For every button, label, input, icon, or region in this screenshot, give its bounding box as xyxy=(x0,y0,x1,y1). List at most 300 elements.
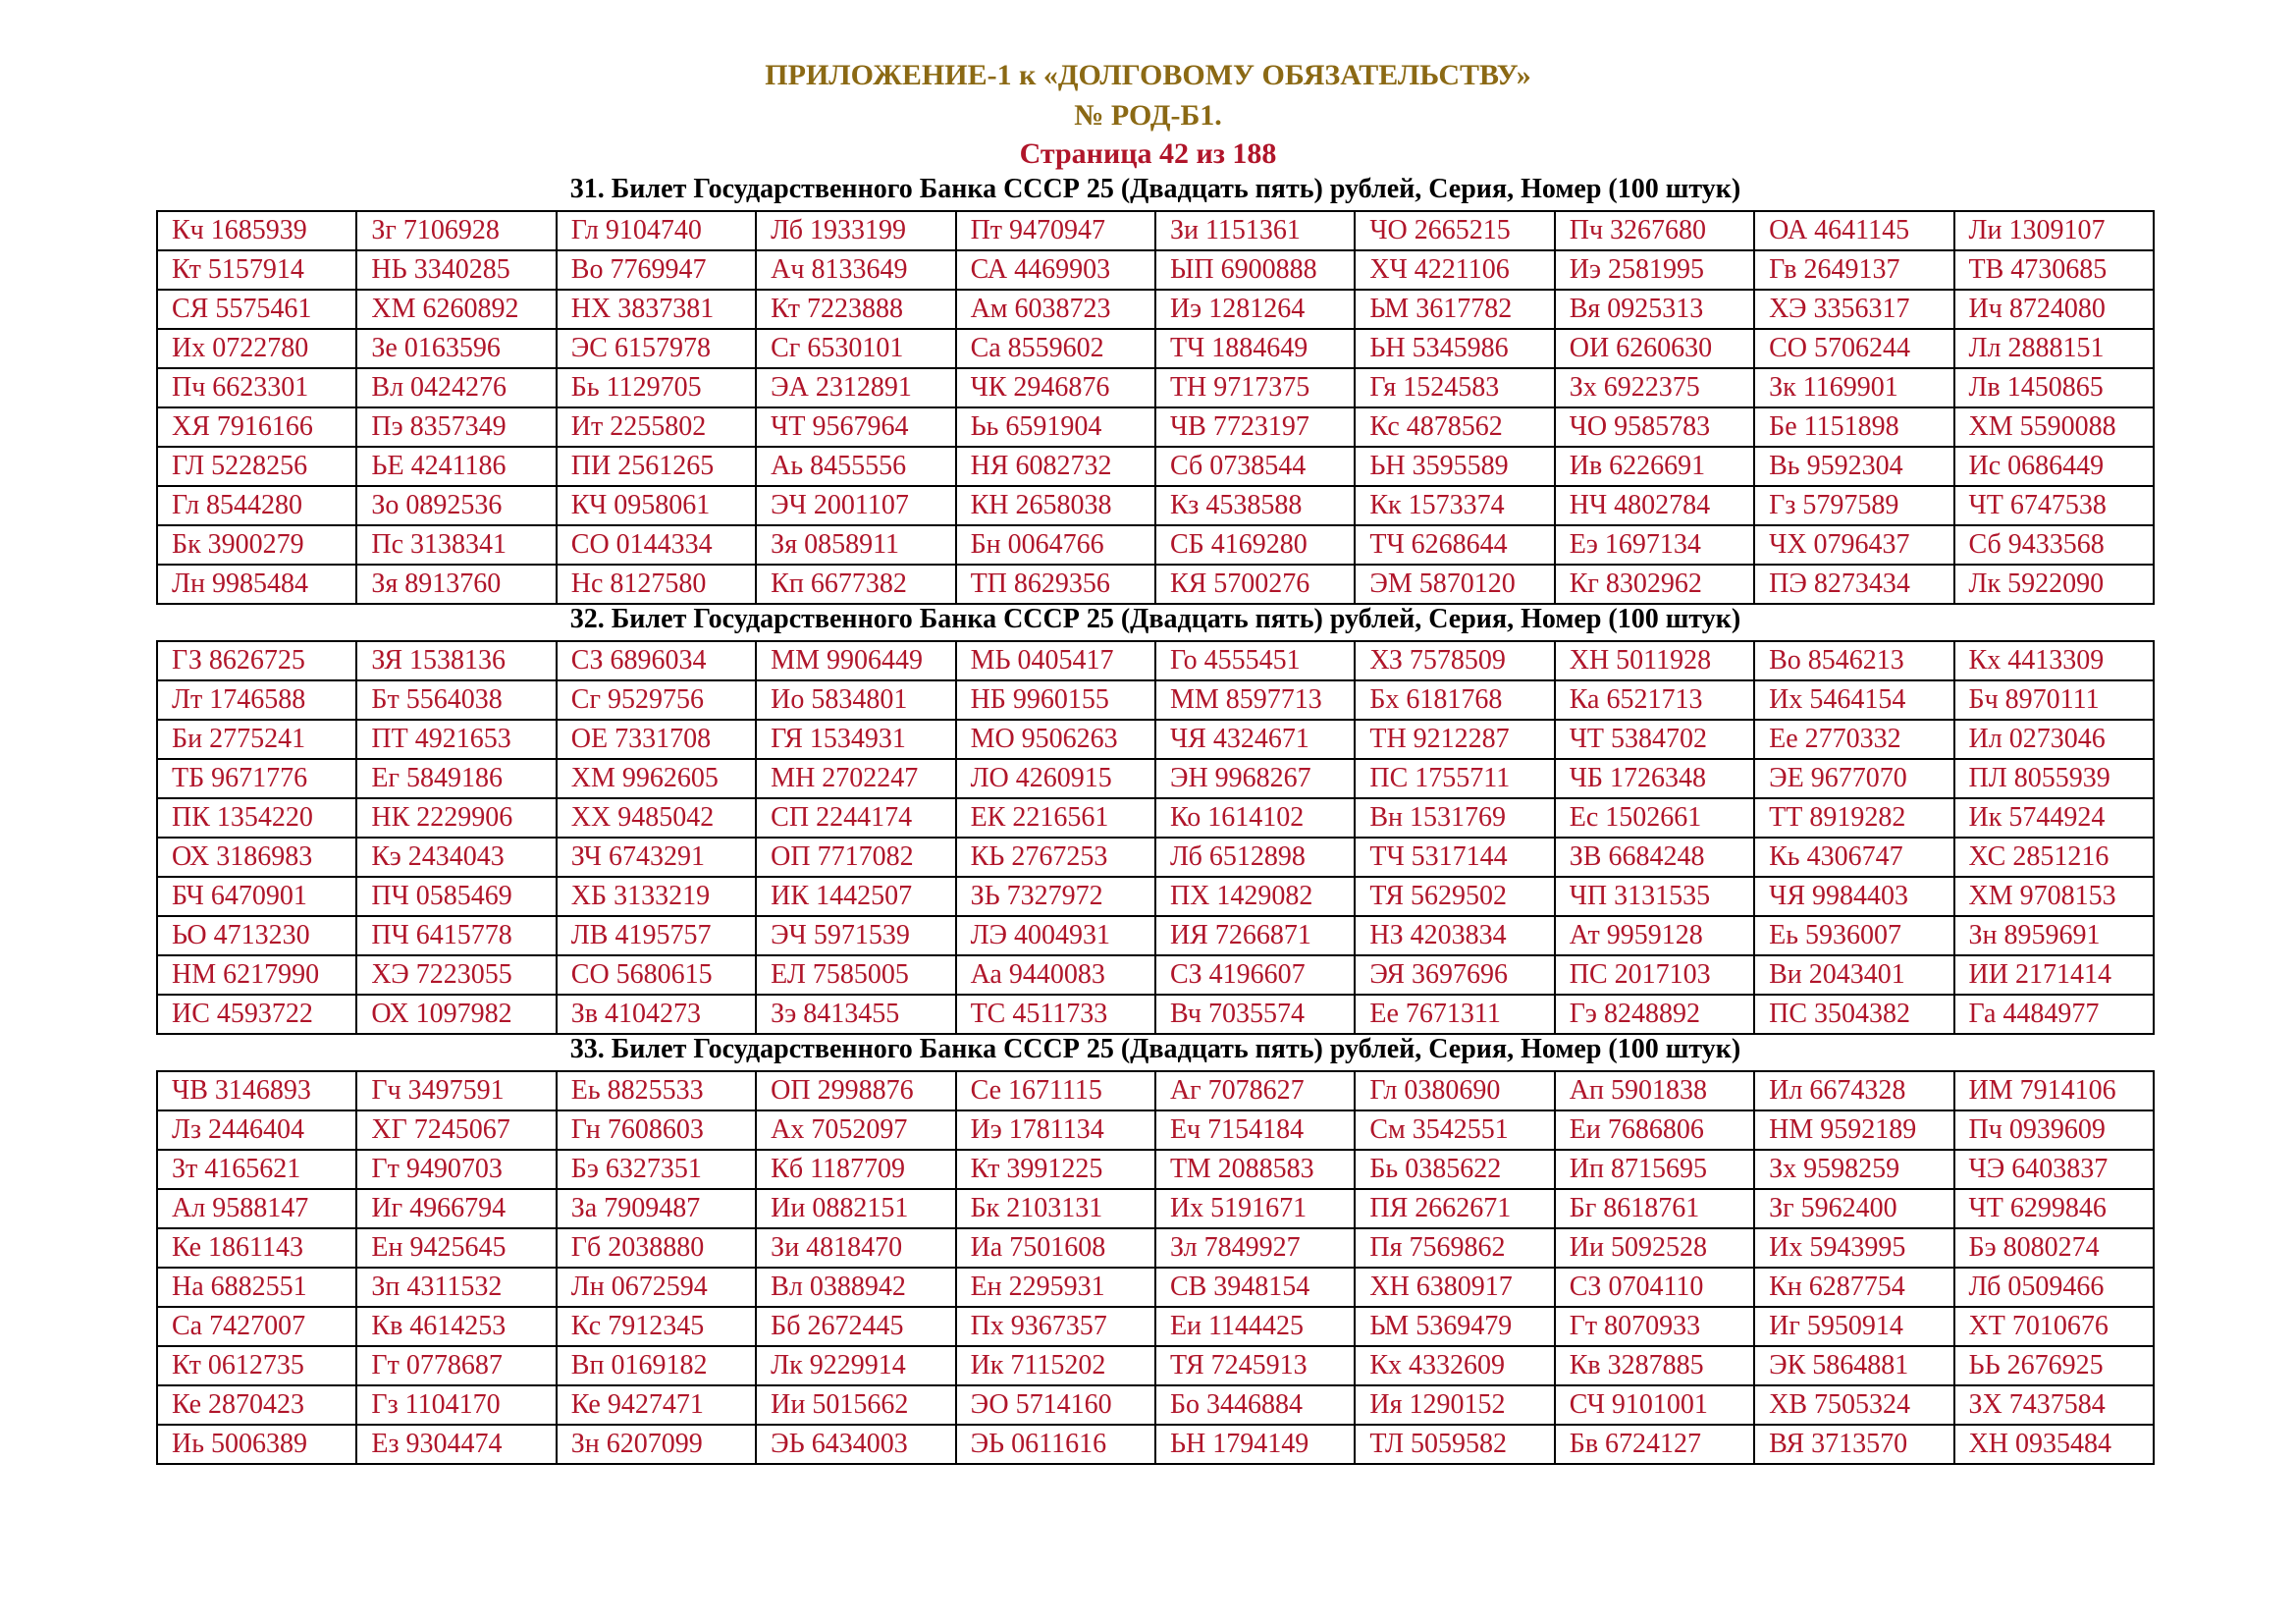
banknote-serial-cell: Ат 9959128 xyxy=(1555,916,1754,955)
banknote-serial-cell: ЧВ 3146893 xyxy=(157,1071,356,1110)
banknote-serial-cell: ЗЬ 7327972 xyxy=(956,877,1155,916)
banknote-serial-cell: Лл 2888151 xyxy=(1954,329,2154,368)
banknote-serial-cell: Сб 0738544 xyxy=(1155,447,1355,486)
banknote-serial-cell: ОИ 6260630 xyxy=(1555,329,1754,368)
banknote-serial-cell: Би 2775241 xyxy=(157,720,356,759)
banknote-serial-cell: Иг 5950914 xyxy=(1754,1307,1953,1346)
banknote-serial-cell: ТС 4511733 xyxy=(956,995,1155,1034)
banknote-serial-cell: ХГ 7245067 xyxy=(356,1110,556,1150)
table-row xyxy=(157,838,2154,877)
banknote-serial-cell: ЬН 5345986 xyxy=(1355,329,1554,368)
banknote-serial-cell: НМ 9592189 xyxy=(1754,1110,1953,1150)
banknote-serial-cell: ЧТ 6747538 xyxy=(1954,486,2154,525)
banknote-serial-cell: Ип 8715695 xyxy=(1555,1150,1754,1189)
banknote-serial-cell: Сг 9529756 xyxy=(557,680,756,720)
banknote-serial-cell: Их 5943995 xyxy=(1754,1228,1953,1268)
banknote-serial-cell: Ит 2255802 xyxy=(557,407,756,447)
banknote-serial-cell: ХЭ 3356317 xyxy=(1754,290,1953,329)
banknote-serial-cell: ИМ 7914106 xyxy=(1954,1071,2154,1110)
banknote-serial-cell: Гн 7608603 xyxy=(557,1110,756,1150)
banknote-serial-cell: Лб 1933199 xyxy=(756,211,955,250)
banknote-serial-cell: МО 9506263 xyxy=(956,720,1155,759)
banknote-serial-cell: Ил 0273046 xyxy=(1954,720,2154,759)
banknote-serial-cell: Лк 5922090 xyxy=(1954,565,2154,604)
table-row xyxy=(157,290,2154,329)
banknote-table xyxy=(156,210,2155,605)
banknote-serial-cell: ПС 3504382 xyxy=(1754,995,1953,1034)
banknote-serial-cell: СА 4469903 xyxy=(956,250,1155,290)
banknote-serial-cell: Вп 0169182 xyxy=(557,1346,756,1385)
banknote-serial-cell: Се 1671115 xyxy=(956,1071,1155,1110)
table-row xyxy=(157,916,2154,955)
banknote-serial-cell: Га 4484977 xyxy=(1954,995,2154,1034)
banknote-serial-cell: СЧ 9101001 xyxy=(1555,1385,1754,1425)
banknote-serial-cell: Ия 1290152 xyxy=(1355,1385,1554,1425)
banknote-serial-cell: ЧБ 1726348 xyxy=(1555,759,1754,798)
banknote-serial-cell: ММ 9906449 xyxy=(756,641,955,680)
banknote-table xyxy=(156,1070,2155,1465)
banknote-serial-cell: ЬМ 5369479 xyxy=(1355,1307,1554,1346)
banknote-serial-cell: ТЧ 6268644 xyxy=(1355,525,1554,565)
banknote-serial-cell: СЗ 4196607 xyxy=(1155,955,1355,995)
banknote-serial-cell: Пх 9367357 xyxy=(956,1307,1155,1346)
banknote-serial-cell: Зн 8959691 xyxy=(1954,916,2154,955)
banknote-serial-cell: Кв 3287885 xyxy=(1555,1346,1754,1385)
banknote-serial-cell: Бк 3900279 xyxy=(157,525,356,565)
banknote-serial-cell: Ке 9427471 xyxy=(557,1385,756,1425)
banknote-serial-cell: ХН 6380917 xyxy=(1355,1268,1554,1307)
banknote-serial-cell: ХН 5011928 xyxy=(1555,641,1754,680)
banknote-serial-cell: ЫП 6900888 xyxy=(1155,250,1355,290)
banknote-serial-cell: Ли 1309107 xyxy=(1954,211,2154,250)
banknote-serial-cell: Зя 0858911 xyxy=(756,525,955,565)
banknote-serial-cell: Их 0722780 xyxy=(157,329,356,368)
banknote-serial-cell: Зи 4818470 xyxy=(756,1228,955,1268)
table-row xyxy=(157,211,2154,250)
banknote-serial-cell: СВ 3948154 xyxy=(1155,1268,1355,1307)
banknote-serial-cell: Нс 8127580 xyxy=(557,565,756,604)
banknote-serial-cell: НХ 3837381 xyxy=(557,290,756,329)
table-row xyxy=(157,565,2154,604)
banknote-serial-cell: Бн 0064766 xyxy=(956,525,1155,565)
banknote-serial-cell: СО 5706244 xyxy=(1754,329,1953,368)
banknote-serial-cell: ТЧ 1884649 xyxy=(1155,329,1355,368)
banknote-serial-cell: Ии 0882151 xyxy=(756,1189,955,1228)
table-row xyxy=(157,1346,2154,1385)
banknote-serial-cell: ТН 9717375 xyxy=(1155,368,1355,407)
banknote-serial-cell: ЬО 4713230 xyxy=(157,916,356,955)
page-of: из xyxy=(1196,137,1225,170)
banknote-serial-cell: Лб 6512898 xyxy=(1155,838,1355,877)
banknote-serial-cell: Иг 4966794 xyxy=(356,1189,556,1228)
banknote-serial-cell: ОП 7717082 xyxy=(756,838,955,877)
banknote-serial-cell: Гт 9490703 xyxy=(356,1150,556,1189)
banknote-serial-cell: ОП 2998876 xyxy=(756,1071,955,1110)
banknote-serial-cell: Ез 9304474 xyxy=(356,1425,556,1464)
banknote-serial-cell: ЧВ 7723197 xyxy=(1155,407,1355,447)
banknote-serial-cell: Гл 9104740 xyxy=(557,211,756,250)
banknote-serial-cell: ЬН 3595589 xyxy=(1355,447,1554,486)
banknote-serial-cell: ЭО 5714160 xyxy=(956,1385,1155,1425)
banknote-serial-cell: Кн 6287754 xyxy=(1754,1268,1953,1307)
banknote-serial-cell: Лн 0672594 xyxy=(557,1268,756,1307)
banknote-serial-cell: См 3542551 xyxy=(1355,1110,1554,1150)
banknote-serial-cell: ПИ 2561265 xyxy=(557,447,756,486)
banknote-serial-cell: Зв 4104273 xyxy=(557,995,756,1034)
banknote-serial-cell: Гя 1524583 xyxy=(1355,368,1554,407)
banknote-serial-cell: ЬЕ 4241186 xyxy=(356,447,556,486)
banknote-serial-cell: Лз 2446404 xyxy=(157,1110,356,1150)
banknote-serial-cell: Са 7427007 xyxy=(157,1307,356,1346)
banknote-serial-cell: Зт 4165621 xyxy=(157,1150,356,1189)
banknote-serial-cell: Ии 5015662 xyxy=(756,1385,955,1425)
banknote-serial-cell: Во 8546213 xyxy=(1754,641,1953,680)
banknote-serial-cell: Пя 7569862 xyxy=(1355,1228,1554,1268)
banknote-serial-cell: ЭЕ 9677070 xyxy=(1754,759,1953,798)
banknote-serial-cell: Ич 8724080 xyxy=(1954,290,2154,329)
banknote-serial-cell: Иэ 2581995 xyxy=(1555,250,1754,290)
banknote-serial-cell: Бэ 6327351 xyxy=(557,1150,756,1189)
banknote-serial-cell: Ьь 6591904 xyxy=(956,407,1155,447)
table-row xyxy=(157,641,2154,680)
banknote-serial-cell: ТЯ 5629502 xyxy=(1355,877,1554,916)
table-row xyxy=(157,995,2154,1034)
banknote-serial-cell: Бг 8618761 xyxy=(1555,1189,1754,1228)
banknote-serial-cell: Ег 5849186 xyxy=(356,759,556,798)
banknote-serial-cell: Зэ 8413455 xyxy=(756,995,955,1034)
banknote-serial-cell: Иэ 1281264 xyxy=(1155,290,1355,329)
banknote-serial-cell: ЭС 6157978 xyxy=(557,329,756,368)
banknote-serial-cell: Пч 6623301 xyxy=(157,368,356,407)
banknote-serial-cell: ХЧ 4221106 xyxy=(1355,250,1554,290)
banknote-serial-cell: Кс 7912345 xyxy=(557,1307,756,1346)
banknote-serial-cell: Бк 2103131 xyxy=(956,1189,1155,1228)
banknote-serial-cell: На 6882551 xyxy=(157,1268,356,1307)
banknote-serial-cell: ХХ 9485042 xyxy=(557,798,756,838)
banknote-serial-cell: Ее 2770332 xyxy=(1754,720,1953,759)
banknote-serial-cell: Гб 2038880 xyxy=(557,1228,756,1268)
banknote-serial-cell: Гч 3497591 xyxy=(356,1071,556,1110)
banknote-serial-cell: Ах 7052097 xyxy=(756,1110,955,1150)
banknote-serial-cell: ЧЭ 6403837 xyxy=(1954,1150,2154,1189)
banknote-serial-cell: Бв 6724127 xyxy=(1555,1425,1754,1464)
banknote-serial-cell: Ке 2870423 xyxy=(157,1385,356,1425)
banknote-serial-cell: КЯ 5700276 xyxy=(1155,565,1355,604)
banknote-serial-cell: Пс 3138341 xyxy=(356,525,556,565)
banknote-serial-cell: ТЯ 7245913 xyxy=(1155,1346,1355,1385)
banknote-serial-cell: ХВ 7505324 xyxy=(1754,1385,1953,1425)
banknote-serial-cell: Бх 6181768 xyxy=(1355,680,1554,720)
banknote-serial-cell: ЗЯ 1538136 xyxy=(356,641,556,680)
banknote-serial-cell: Бь 1129705 xyxy=(557,368,756,407)
banknote-serial-cell: Гл 8544280 xyxy=(157,486,356,525)
banknote-serial-cell: Гт 8070933 xyxy=(1555,1307,1754,1346)
table-row xyxy=(157,1189,2154,1228)
banknote-serial-cell: ХЭ 7223055 xyxy=(356,955,556,995)
banknote-serial-cell: Пч 3267680 xyxy=(1555,211,1754,250)
banknote-serial-cell: Кз 4538588 xyxy=(1155,486,1355,525)
banknote-serial-cell: ТМ 2088583 xyxy=(1155,1150,1355,1189)
banknote-serial-cell: ЭК 5864881 xyxy=(1754,1346,1953,1385)
banknote-serial-cell: Бо 3446884 xyxy=(1155,1385,1355,1425)
banknote-serial-cell: ХМ 9708153 xyxy=(1954,877,2154,916)
banknote-serial-cell: ПЭ 8273434 xyxy=(1754,565,1953,604)
table-row xyxy=(157,1228,2154,1268)
banknote-serial-cell: НК 2229906 xyxy=(356,798,556,838)
banknote-serial-cell: ГЛ 5228256 xyxy=(157,447,356,486)
section-title: 31. Билет Государственного Банка СССР 25 (Двадцать пять) рублей, Серия, Номер (100 штук) xyxy=(569,174,1741,204)
banknote-serial-cell: ЬН 1794149 xyxy=(1155,1425,1355,1464)
banknote-serial-cell: ПС 1755711 xyxy=(1355,759,1554,798)
banknote-serial-cell: ЛЭ 4004931 xyxy=(956,916,1155,955)
banknote-serial-cell: Ен 2295931 xyxy=(956,1268,1155,1307)
banknote-serial-cell: ЭЯ 3697696 xyxy=(1355,955,1554,995)
banknote-serial-cell: Еэ 1697134 xyxy=(1555,525,1754,565)
banknote-serial-cell: НМ 6217990 xyxy=(157,955,356,995)
banknote-serial-cell: ХМ 9962605 xyxy=(557,759,756,798)
section-title: 32. Билет Государственного Банка СССР 25 (Двадцать пять) рублей, Серия, Номер (100 штук) xyxy=(569,604,1741,634)
banknote-serial-cell: Бч 8970111 xyxy=(1954,680,2154,720)
banknote-serial-cell: Зе 0163596 xyxy=(356,329,556,368)
banknote-serial-cell: Ен 9425645 xyxy=(356,1228,556,1268)
table-row xyxy=(157,1268,2154,1307)
banknote-table xyxy=(156,640,2155,1035)
banknote-serial-cell: ОЕ 7331708 xyxy=(557,720,756,759)
banknote-serial-cell: Зп 4311532 xyxy=(356,1268,556,1307)
table-row xyxy=(157,1110,2154,1150)
banknote-serial-cell: Са 8559602 xyxy=(956,329,1155,368)
banknote-serial-cell: СЯ 5575461 xyxy=(157,290,356,329)
banknote-serial-cell: Зи 1151361 xyxy=(1155,211,1355,250)
banknote-serial-cell: ТБ 9671776 xyxy=(157,759,356,798)
banknote-serial-cell: Гэ 8248892 xyxy=(1555,995,1754,1034)
banknote-serial-cell: ЬЬ 2676925 xyxy=(1954,1346,2154,1385)
table-row xyxy=(157,525,2154,565)
banknote-serial-cell: ЭЬ 0611616 xyxy=(956,1425,1155,1464)
banknote-serial-cell: ПС 2017103 xyxy=(1555,955,1754,995)
banknote-serial-cell: Зг 5962400 xyxy=(1754,1189,1953,1228)
banknote-serial-cell: ММ 8597713 xyxy=(1155,680,1355,720)
banknote-serial-cell: Еь 5936007 xyxy=(1754,916,1953,955)
banknote-serial-cell: ЛО 4260915 xyxy=(956,759,1155,798)
banknote-serial-cell: ХМ 6260892 xyxy=(356,290,556,329)
banknote-serial-cell: Сб 9433568 xyxy=(1954,525,2154,565)
banknote-serial-cell: ЭН 9968267 xyxy=(1155,759,1355,798)
banknote-serial-cell: Ив 6226691 xyxy=(1555,447,1754,486)
banknote-serial-cell: Кс 4878562 xyxy=(1355,407,1554,447)
banknote-serial-cell: ОХ 1097982 xyxy=(356,995,556,1034)
banknote-serial-cell: Кэ 2434043 xyxy=(356,838,556,877)
banknote-serial-cell: Зо 0892536 xyxy=(356,486,556,525)
banknote-serial-cell: Ке 1861143 xyxy=(157,1228,356,1268)
banknote-serial-cell: Зг 7106928 xyxy=(356,211,556,250)
banknote-serial-cell: Кх 4413309 xyxy=(1954,641,2154,680)
banknote-serial-cell: Кб 1187709 xyxy=(756,1150,955,1189)
banknote-serial-cell: ЗЧ 6743291 xyxy=(557,838,756,877)
table-row xyxy=(157,486,2154,525)
banknote-serial-cell: Кч 1685939 xyxy=(157,211,356,250)
banknote-serial-cell: Зн 6207099 xyxy=(557,1425,756,1464)
banknote-serial-cell: Вн 1531769 xyxy=(1355,798,1554,838)
banknote-serial-cell: Иэ 1781134 xyxy=(956,1110,1155,1150)
banknote-serial-cell: Вч 7035574 xyxy=(1155,995,1355,1034)
table-row xyxy=(157,250,2154,290)
banknote-serial-cell: ПЧ 6415778 xyxy=(356,916,556,955)
banknote-serial-cell: СО 5680615 xyxy=(557,955,756,995)
table-row xyxy=(157,447,2154,486)
banknote-serial-cell: Ко 1614102 xyxy=(1155,798,1355,838)
banknote-serial-cell: ЧЯ 9984403 xyxy=(1754,877,1953,916)
banknote-serial-cell: ХС 2851216 xyxy=(1954,838,2154,877)
banknote-serial-cell: За 7909487 xyxy=(557,1189,756,1228)
banknote-serial-cell: Пт 9470947 xyxy=(956,211,1155,250)
banknote-serial-cell: Еи 1144425 xyxy=(1155,1307,1355,1346)
banknote-serial-cell: ЧК 2946876 xyxy=(956,368,1155,407)
banknote-serial-cell: МЬ 0405417 xyxy=(956,641,1155,680)
banknote-serial-cell: Кв 4614253 xyxy=(356,1307,556,1346)
table-row xyxy=(157,368,2154,407)
table-row xyxy=(157,1150,2154,1189)
banknote-serial-cell: СЗ 0704110 xyxy=(1555,1268,1754,1307)
banknote-serial-cell: ЕК 2216561 xyxy=(956,798,1155,838)
banknote-serial-cell: ЗХ 7437584 xyxy=(1954,1385,2154,1425)
banknote-serial-cell: Бе 1151898 xyxy=(1754,407,1953,447)
banknote-serial-cell: ЭМ 5870120 xyxy=(1355,565,1554,604)
table-row xyxy=(157,407,2154,447)
banknote-serial-cell: НЯ 6082732 xyxy=(956,447,1155,486)
table-row xyxy=(157,1425,2154,1464)
banknote-serial-cell: Ап 5901838 xyxy=(1555,1071,1754,1110)
banknote-serial-cell: ПК 1354220 xyxy=(157,798,356,838)
banknote-serial-cell: Ик 5744924 xyxy=(1954,798,2154,838)
banknote-serial-cell: ЭЧ 2001107 xyxy=(756,486,955,525)
banknote-serial-cell: ТН 9212287 xyxy=(1355,720,1554,759)
table-row xyxy=(157,1071,2154,1110)
banknote-serial-cell: Лт 1746588 xyxy=(157,680,356,720)
banknote-serial-cell: НЗ 4203834 xyxy=(1355,916,1554,955)
banknote-serial-cell: ТЛ 5059582 xyxy=(1355,1425,1554,1464)
page-total: 188 xyxy=(1232,137,1277,170)
banknote-serial-cell: Ик 7115202 xyxy=(956,1346,1155,1385)
page-current: 42 xyxy=(1159,137,1190,170)
banknote-serial-cell: КЧ 0958061 xyxy=(557,486,756,525)
table-row xyxy=(157,1385,2154,1425)
banknote-serial-cell: ПХ 1429082 xyxy=(1155,877,1355,916)
banknote-serial-cell: Еч 7154184 xyxy=(1155,1110,1355,1150)
banknote-serial-cell: Ил 6674328 xyxy=(1754,1071,1953,1110)
banknote-serial-cell: ТЧ 5317144 xyxy=(1355,838,1554,877)
banknote-serial-cell: ХБ 3133219 xyxy=(557,877,756,916)
banknote-serial-cell: Их 5191671 xyxy=(1155,1189,1355,1228)
banknote-serial-cell: Зл 7849927 xyxy=(1155,1228,1355,1268)
banknote-serial-cell: ОХ 3186983 xyxy=(157,838,356,877)
banknote-serial-cell: ХН 0935484 xyxy=(1954,1425,2154,1464)
banknote-serial-cell: Ви 2043401 xyxy=(1754,955,1953,995)
banknote-serial-cell: Гв 2649137 xyxy=(1754,250,1953,290)
table-row xyxy=(157,955,2154,995)
banknote-serial-cell: ЭЧ 5971539 xyxy=(756,916,955,955)
banknote-serial-cell: ХЯ 7916166 xyxy=(157,407,356,447)
banknote-serial-cell: Лв 1450865 xyxy=(1954,368,2154,407)
banknote-serial-cell: ХМ 5590088 xyxy=(1954,407,2154,447)
banknote-serial-cell: Иа 7501608 xyxy=(956,1228,1155,1268)
banknote-serial-cell: Го 4555451 xyxy=(1155,641,1355,680)
banknote-serial-cell: НЧ 4802784 xyxy=(1555,486,1754,525)
banknote-serial-cell: СЗ 6896034 xyxy=(557,641,756,680)
banknote-serial-cell: Аа 9440083 xyxy=(956,955,1155,995)
banknote-serial-cell: Зх 6922375 xyxy=(1555,368,1754,407)
banknote-serial-cell: ПЧ 0585469 xyxy=(356,877,556,916)
banknote-serial-cell: ПЛ 8055939 xyxy=(1954,759,2154,798)
banknote-serial-cell: Вя 0925313 xyxy=(1555,290,1754,329)
banknote-serial-cell: Аг 7078627 xyxy=(1155,1071,1355,1110)
banknote-serial-cell: Ал 9588147 xyxy=(157,1189,356,1228)
banknote-serial-cell: ГЯ 1534931 xyxy=(756,720,955,759)
banknote-serial-cell: ГЗ 8626725 xyxy=(157,641,356,680)
banknote-serial-cell: Их 5464154 xyxy=(1754,680,1953,720)
banknote-serial-cell: ЧО 2665215 xyxy=(1355,211,1554,250)
banknote-serial-cell: Гл 0380690 xyxy=(1355,1071,1554,1110)
banknote-serial-cell: Еь 8825533 xyxy=(557,1071,756,1110)
banknote-serial-cell: Вь 9592304 xyxy=(1754,447,1953,486)
banknote-serial-cell: Ес 1502661 xyxy=(1555,798,1754,838)
section-title: 33. Билет Государственного Банка СССР 25 (Двадцать пять) рублей, Серия, Номер (100 штук) xyxy=(569,1034,1741,1064)
banknote-serial-cell: Зк 1169901 xyxy=(1754,368,1953,407)
banknote-serial-cell: Ка 6521713 xyxy=(1555,680,1754,720)
banknote-serial-cell: МН 2702247 xyxy=(756,759,955,798)
banknote-serial-cell: Кь 4306747 xyxy=(1754,838,1953,877)
banknote-serial-cell: Кт 5157914 xyxy=(157,250,356,290)
banknote-serial-cell: ТТ 8919282 xyxy=(1754,798,1953,838)
banknote-serial-cell: Ее 7671311 xyxy=(1355,995,1554,1034)
banknote-serial-cell: Гз 1104170 xyxy=(356,1385,556,1425)
banknote-serial-cell: Лб 0509466 xyxy=(1954,1268,2154,1307)
banknote-serial-cell: ЧТ 6299846 xyxy=(1954,1189,2154,1228)
banknote-serial-cell: Кт 7223888 xyxy=(756,290,955,329)
banknote-serial-cell: Кп 6677382 xyxy=(756,565,955,604)
banknote-serial-cell: ЧТ 9567964 xyxy=(756,407,955,447)
banknote-serial-cell: Зх 9598259 xyxy=(1754,1150,1953,1189)
banknote-serial-cell: Еи 7686806 xyxy=(1555,1110,1754,1150)
banknote-serial-cell: ТП 8629356 xyxy=(956,565,1155,604)
banknote-serial-cell: Кт 0612735 xyxy=(157,1346,356,1385)
banknote-serial-cell: НБ 9960155 xyxy=(956,680,1155,720)
banknote-serial-cell: КЬ 2767253 xyxy=(956,838,1155,877)
page-word: Страница xyxy=(1019,137,1152,170)
banknote-serial-cell: ЧТ 5384702 xyxy=(1555,720,1754,759)
banknote-serial-cell: ИИ 2171414 xyxy=(1954,955,2154,995)
banknote-serial-cell: Кг 8302962 xyxy=(1555,565,1754,604)
banknote-serial-cell: ПТ 4921653 xyxy=(356,720,556,759)
banknote-serial-cell: Во 7769947 xyxy=(557,250,756,290)
banknote-serial-cell: ВЯ 3713570 xyxy=(1754,1425,1953,1464)
banknote-serial-cell: Ис 0686449 xyxy=(1954,447,2154,486)
banknote-serial-cell: Ии 5092528 xyxy=(1555,1228,1754,1268)
banknote-serial-cell: БЧ 6470901 xyxy=(157,877,356,916)
banknote-serial-cell: Бэ 8080274 xyxy=(1954,1228,2154,1268)
banknote-serial-cell: Лк 9229914 xyxy=(756,1346,955,1385)
banknote-serial-cell: ЭЬ 6434003 xyxy=(756,1425,955,1464)
banknote-serial-cell: НЬ 3340285 xyxy=(356,250,556,290)
banknote-serial-cell: Гт 0778687 xyxy=(356,1346,556,1385)
banknote-serial-cell: Сг 6530101 xyxy=(756,329,955,368)
banknote-serial-cell: ЭА 2312891 xyxy=(756,368,955,407)
banknote-serial-cell: Пэ 8357349 xyxy=(356,407,556,447)
banknote-serial-cell: ЧХ 0796437 xyxy=(1754,525,1953,565)
banknote-serial-cell: Гз 5797589 xyxy=(1754,486,1953,525)
banknote-serial-cell: СП 2244174 xyxy=(756,798,955,838)
banknote-serial-cell: ХТ 7010676 xyxy=(1954,1307,2154,1346)
